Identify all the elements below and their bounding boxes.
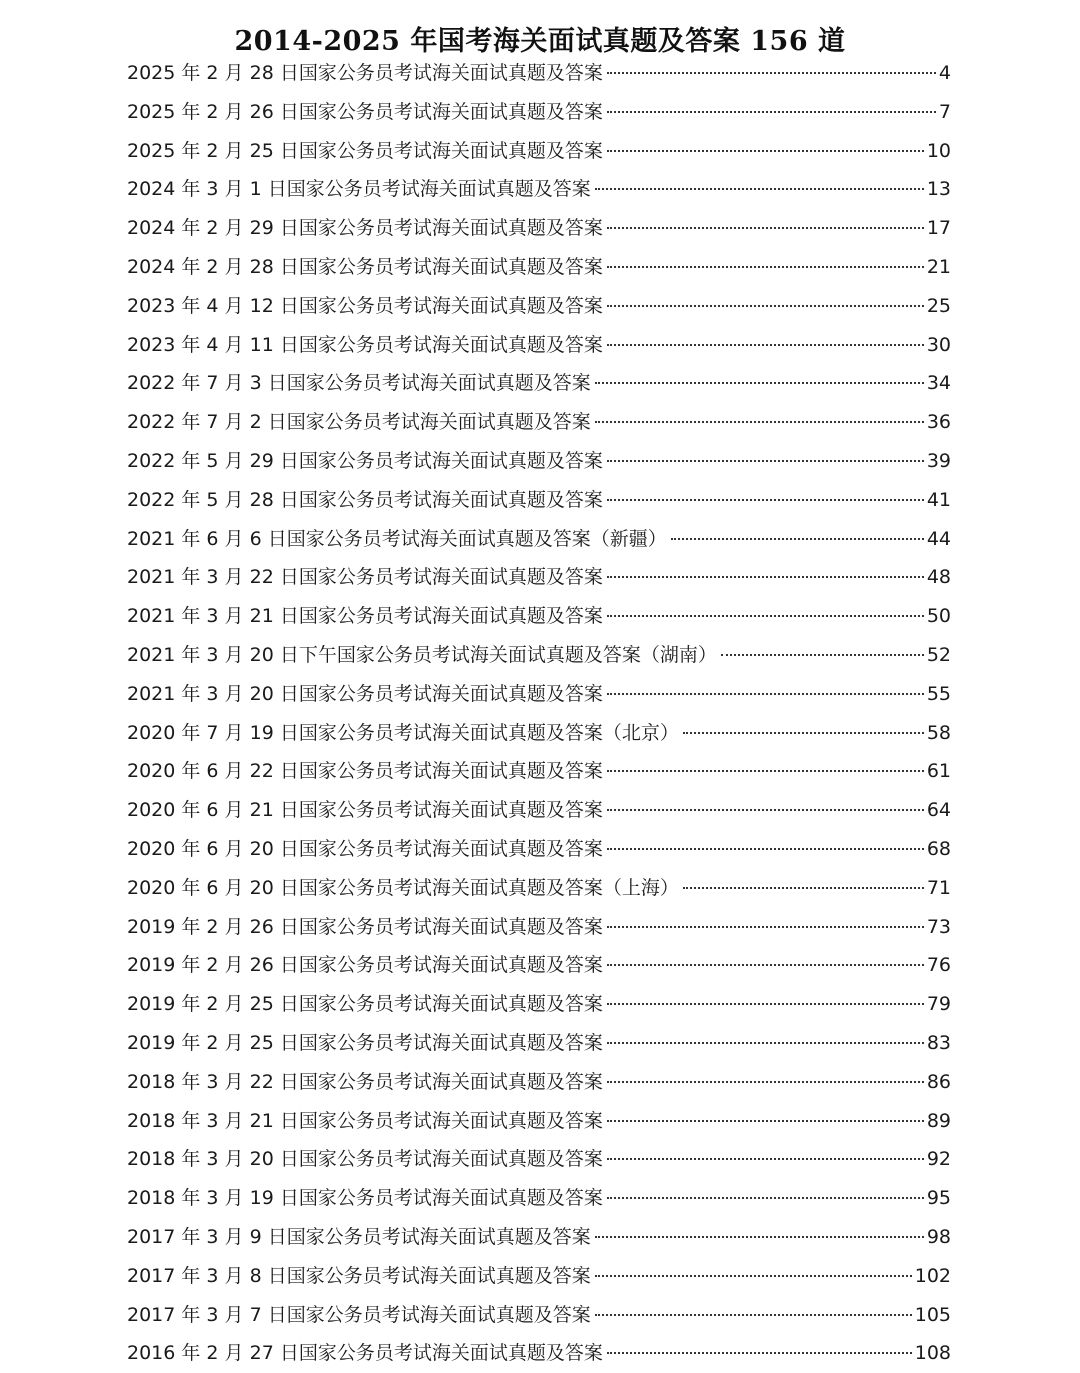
toc-entry-title: 2021 年 3 月 21 日国家公务员考试海关面试真题及答案 [127, 605, 603, 628]
toc-page-number: 25 [926, 294, 951, 317]
toc-entry[interactable] [127, 869, 951, 908]
toc-entry-title: 2017 年 3 月 8 日国家公务员考试海关面试真题及答案 [127, 1264, 591, 1287]
dot-leader [595, 1275, 912, 1277]
dot-leader [607, 1197, 924, 1199]
toc-entry-title: 2020 年 6 月 20 日国家公务员考试海关面试真题及答案（上海） [127, 876, 679, 899]
toc-page-number: 17 [926, 217, 951, 240]
dot-leader [607, 305, 924, 307]
toc-page-number: 21 [926, 255, 951, 278]
toc-entry-title: 2016 年 2 月 27 日国家公务员考试海关面试真题及答案 [127, 1342, 603, 1365]
toc-page-number: 13 [926, 178, 951, 201]
toc-entry-title: 2019 年 2 月 26 日国家公务员考试海关面试真题及答案 [127, 915, 603, 938]
table-of-contents [127, 54, 951, 1373]
toc-page-number: 52 [926, 643, 951, 666]
toc-entry[interactable] [127, 791, 951, 830]
dot-leader [607, 111, 936, 113]
dot-leader [607, 344, 924, 346]
toc-entry[interactable] [127, 1140, 951, 1179]
toc-entry[interactable] [127, 287, 951, 326]
toc-entry[interactable] [127, 1257, 951, 1296]
toc-page-number: 34 [926, 372, 951, 395]
dot-leader [607, 615, 924, 617]
toc-entry-title: 2025 年 2 月 25 日国家公务员考试海关面试真题及答案 [127, 139, 603, 162]
dot-leader [607, 1081, 924, 1083]
toc-entry[interactable] [127, 985, 951, 1024]
toc-entry-title: 2023 年 4 月 12 日国家公务员考试海关面试真题及答案 [127, 294, 603, 317]
toc-entry-title: 2019 年 2 月 25 日国家公务员考试海关面试真题及答案 [127, 993, 603, 1016]
toc-entry[interactable] [127, 1334, 951, 1373]
toc-page-number: 105 [914, 1303, 951, 1326]
toc-entry-title: 2022 年 5 月 29 日国家公务员考试海关面试真题及答案 [127, 449, 603, 472]
toc-entry[interactable] [127, 908, 951, 947]
dot-leader [607, 770, 924, 772]
toc-entry-title: 2021 年 3 月 20 日下午国家公务员考试海关面试真题及答案（湖南） [127, 643, 717, 666]
dot-leader [607, 499, 924, 501]
toc-page-number: 4 [938, 62, 951, 84]
toc-page-number: 50 [926, 605, 951, 628]
toc-page-number: 55 [926, 682, 951, 705]
toc-entry[interactable] [127, 481, 951, 520]
toc-page-number: 98 [926, 1225, 951, 1248]
dot-leader [607, 72, 936, 74]
toc-entry[interactable] [127, 364, 951, 403]
toc-entry-title: 2022 年 7 月 3 日国家公务员考试海关面试真题及答案 [127, 372, 591, 395]
dot-leader [607, 964, 924, 966]
dot-leader [671, 538, 924, 540]
dot-leader [683, 732, 924, 734]
toc-entry-title: 2021 年 3 月 22 日国家公务员考试海关面试真题及答案 [127, 566, 603, 589]
toc-entry[interactable] [127, 1024, 951, 1063]
dot-leader [595, 1314, 912, 1316]
toc-page-number: 30 [926, 333, 951, 356]
toc-page-number: 44 [926, 527, 951, 550]
toc-page-number: 39 [926, 449, 951, 472]
toc-page-number: 83 [926, 1031, 951, 1054]
dot-leader [595, 421, 924, 423]
toc-page-number: 64 [926, 799, 951, 822]
toc-entry-title: 2021 年 3 月 20 日国家公务员考试海关面试真题及答案 [127, 682, 603, 705]
toc-entry[interactable] [127, 209, 951, 248]
toc-page-number: 86 [926, 1070, 951, 1093]
toc-entry-title: 2020 年 6 月 21 日国家公务员考试海关面试真题及答案 [127, 799, 603, 822]
toc-page-number: 92 [926, 1148, 951, 1171]
toc-entry-title: 2021 年 6 月 6 日国家公务员考试海关面试真题及答案（新疆） [127, 527, 667, 550]
toc-entry-title: 2018 年 3 月 21 日国家公务员考试海关面试真题及答案 [127, 1109, 603, 1132]
toc-entry[interactable] [127, 946, 951, 985]
toc-entry-title: 2017 年 3 月 9 日国家公务员考试海关面试真题及答案 [127, 1225, 591, 1248]
toc-page-number: 108 [914, 1342, 951, 1365]
dot-leader [721, 654, 924, 656]
toc-entry[interactable] [127, 170, 951, 209]
toc-page-number: 58 [926, 721, 951, 744]
toc-entry[interactable] [127, 1063, 951, 1102]
toc-page-number: 95 [926, 1187, 951, 1210]
toc-page-number: 68 [926, 837, 951, 860]
dot-leader [607, 576, 924, 578]
dot-leader [607, 848, 924, 850]
toc-entry-title: 2020 年 6 月 20 日国家公务员考试海关面试真题及答案 [127, 837, 603, 860]
dot-leader [607, 460, 924, 462]
dot-leader [607, 809, 924, 811]
toc-entry[interactable] [127, 132, 951, 171]
dot-leader [607, 1352, 912, 1354]
toc-entry[interactable] [127, 1179, 951, 1218]
toc-entry[interactable] [127, 442, 951, 481]
dot-leader [683, 887, 924, 889]
toc-entry[interactable] [127, 1218, 951, 1257]
dot-leader [607, 227, 924, 229]
toc-page-number: 76 [926, 954, 951, 977]
toc-entry-title: 2024 年 2 月 29 日国家公务员考试海关面试真题及答案 [127, 217, 603, 240]
toc-entry-title: 2023 年 4 月 11 日国家公务员考试海关面试真题及答案 [127, 333, 603, 356]
dot-leader [607, 926, 924, 928]
page-title: 2014-2025 年国考海关面试真题及答案 156 道 [234, 26, 846, 58]
toc-page-number: 71 [926, 876, 951, 899]
dot-leader [595, 382, 924, 384]
toc-entry[interactable] [127, 54, 951, 93]
toc-entry[interactable] [127, 93, 951, 132]
toc-entry-title: 2020 年 7 月 19 日国家公务员考试海关面试真题及答案（北京） [127, 721, 679, 744]
toc-entry-title: 2025 年 2 月 26 日国家公务员考试海关面试真题及答案 [127, 100, 603, 123]
toc-page-number: 79 [926, 993, 951, 1016]
dot-leader [607, 150, 924, 152]
toc-entry[interactable] [127, 636, 951, 675]
toc-page-number: 10 [926, 139, 951, 162]
toc-entry[interactable] [127, 1296, 951, 1335]
dot-leader [595, 188, 924, 190]
toc-entry[interactable] [127, 714, 951, 753]
toc-entry[interactable] [127, 558, 951, 597]
dot-leader [607, 1042, 924, 1044]
toc-page-number: 48 [926, 566, 951, 589]
dot-leader [607, 266, 924, 268]
toc-page-number: 36 [926, 411, 951, 434]
toc-entry-title: 2018 年 3 月 20 日国家公务员考试海关面试真题及答案 [127, 1148, 603, 1171]
toc-page-number: 89 [926, 1109, 951, 1132]
toc-entry-title: 2024 年 2 月 28 日国家公务员考试海关面试真题及答案 [127, 255, 603, 278]
toc-entry[interactable] [127, 597, 951, 636]
toc-entry-title: 2019 年 2 月 25 日国家公务员考试海关面试真题及答案 [127, 1031, 603, 1054]
toc-page-number: 7 [938, 100, 951, 123]
toc-page-number: 61 [926, 760, 951, 783]
toc-entry[interactable] [127, 1102, 951, 1141]
dot-leader [607, 1158, 924, 1160]
dot-leader [607, 1120, 924, 1122]
toc-entry[interactable] [127, 830, 951, 869]
toc-entry-title: 2017 年 3 月 7 日国家公务员考试海关面试真题及答案 [127, 1303, 591, 1326]
toc-entry[interactable] [127, 675, 951, 714]
toc-entry-title: 2025 年 2 月 28 日国家公务员考试海关面试真题及答案 [127, 62, 603, 84]
toc-page-number: 102 [914, 1264, 951, 1287]
toc-entry-title: 2018 年 3 月 19 日国家公务员考试海关面试真题及答案 [127, 1187, 603, 1210]
toc-entry[interactable] [127, 326, 951, 365]
toc-entry-title: 2018 年 3 月 22 日国家公务员考试海关面试真题及答案 [127, 1070, 603, 1093]
dot-leader [595, 1236, 924, 1238]
toc-entry-title: 2022 年 7 月 2 日国家公务员考试海关面试真题及答案 [127, 411, 591, 434]
toc-entry-title: 2020 年 6 月 22 日国家公务员考试海关面试真题及答案 [127, 760, 603, 783]
dot-leader [607, 693, 924, 695]
toc-entry[interactable] [127, 752, 951, 791]
toc-entry[interactable] [127, 248, 951, 287]
toc-page-number: 41 [926, 488, 951, 511]
toc-entry-title: 2024 年 3 月 1 日国家公务员考试海关面试真题及答案 [127, 178, 591, 201]
toc-page-number: 73 [926, 915, 951, 938]
toc-entry[interactable] [127, 403, 951, 442]
toc-entry[interactable] [127, 520, 951, 559]
dot-leader [607, 1003, 924, 1005]
toc-entry-title: 2019 年 2 月 26 日国家公务员考试海关面试真题及答案 [127, 954, 603, 977]
toc-entry-title: 2022 年 5 月 28 日国家公务员考试海关面试真题及答案 [127, 488, 603, 511]
